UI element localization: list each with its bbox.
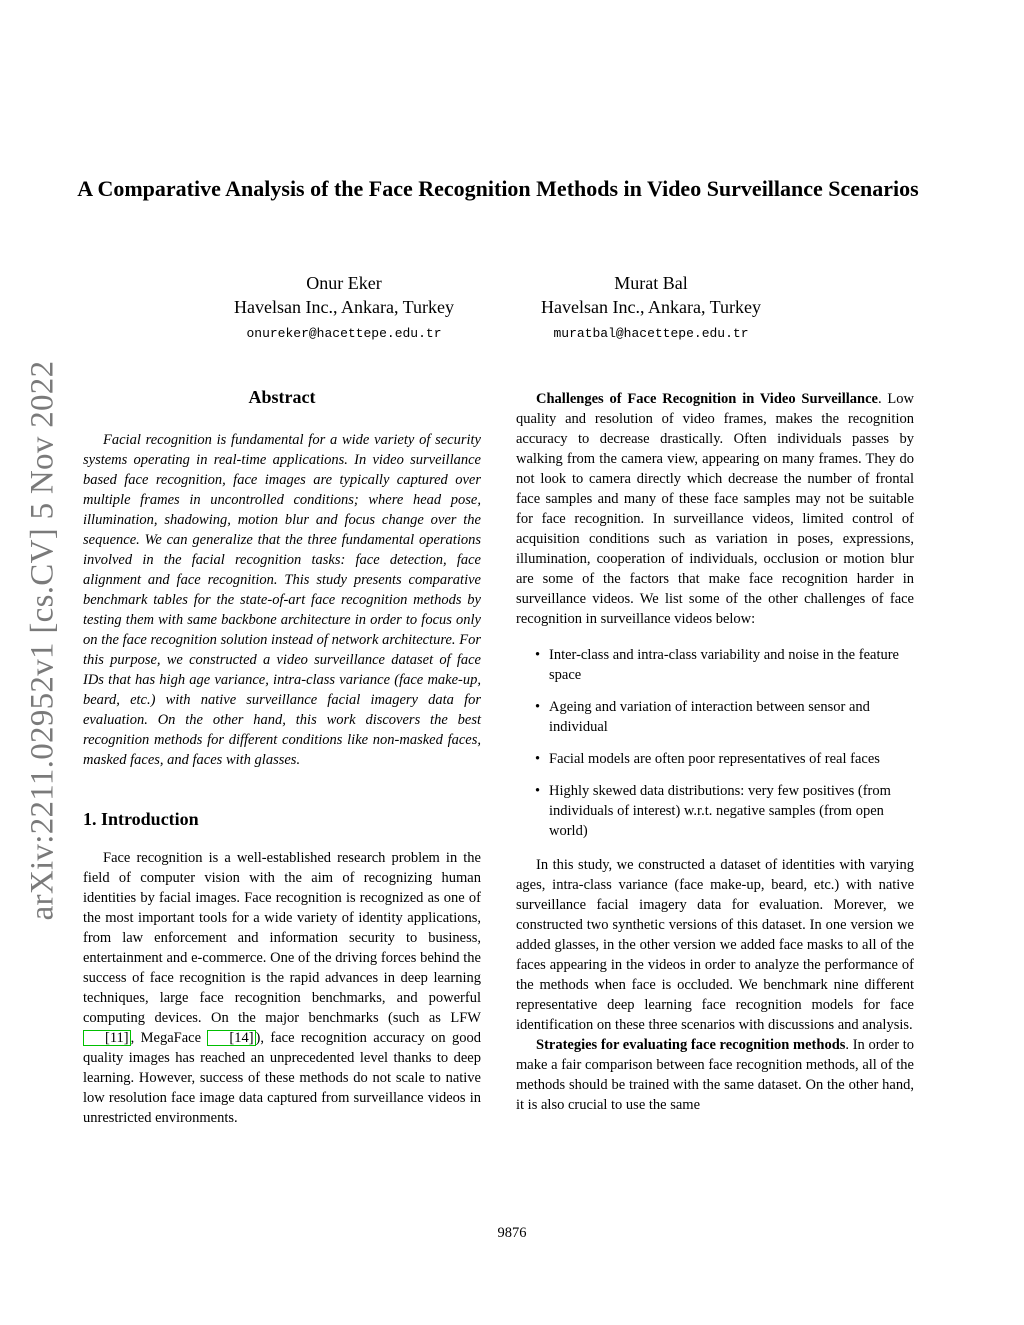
bullet-marker: • xyxy=(535,699,541,715)
challenges-list xyxy=(516,645,914,841)
list-item-text: Highly skewed data distributions: very few positives (from individuals of interest) w.r.t. negative samples (from open world) xyxy=(549,783,891,839)
strategies-paragraph xyxy=(516,1035,914,1115)
challenges-lead: Challenges of Face Recognition in Video Surveillance xyxy=(536,391,878,407)
list-item xyxy=(516,781,914,841)
bullet-marker: • xyxy=(535,647,541,663)
citation-link-14[interactable]: [14] xyxy=(207,1030,255,1046)
introduction-heading: 1. Introduction xyxy=(83,809,199,829)
author-name: Onur Eker xyxy=(306,273,382,293)
intro-text-c: ), face recognition accuracy on good quality images has reached an unprecedented level thanks to deep learning. However, success of these methods do not scale to native low resolution face image data captured from surveillance videos in unrestricted environments. xyxy=(83,1030,481,1126)
study-paragraph: In this study, we constructed a dataset of identities with varying ages, intra-class variance (face make-up, beard, etc.) with native surveillance facial imagery data for evaluation. Morever, we constructed two synthetic versions of this dataset. In one version we added glasses, in the other version we added face masks to all of the faces appearing in the videos in order to analyze the performance of the methods when face is occluded. We benchmark nine different representative deep learning face recognition models for face identification on these three scenarios with discussions and analysis. xyxy=(516,857,914,1033)
strategies-text: . In order to make a fair comparison between face recognition methods, all of the methods should be trained with the same dataset. On the other hand, it is also crucial to use the same xyxy=(516,1037,915,1113)
list-item xyxy=(516,749,914,769)
right-column xyxy=(516,389,914,1115)
paper-title: A Comparative Analysis of the Face Recognition Methods in Video Surveillance Scenarios xyxy=(77,176,919,201)
author-email: muratbal@hacettepe.edu.tr xyxy=(553,326,749,341)
author-block-1 xyxy=(194,271,494,346)
list-item xyxy=(516,645,914,685)
citation-link-11[interactable]: [11] xyxy=(83,1030,131,1046)
page-number: 9876 xyxy=(497,1225,527,1241)
author-email: onureker@hacettepe.edu.tr xyxy=(246,326,442,341)
author-affiliation: Havelsan Inc., Ankara, Turkey xyxy=(541,297,761,317)
abstract-heading: Abstract xyxy=(248,387,316,407)
strategies-lead: Strategies for evaluating face recognition methods xyxy=(536,1037,846,1053)
author-name: Murat Bal xyxy=(614,273,688,293)
bullet-marker: • xyxy=(535,751,541,767)
list-item-text: Inter-class and intra-class variability and noise in the feature space xyxy=(549,647,899,683)
introduction-paragraph xyxy=(83,848,481,1128)
author-affiliation: Havelsan Inc., Ankara, Turkey xyxy=(234,297,454,317)
intro-text-a: Face recognition is a well-established research problem in the field of computer vision with the aim of recognizing human identities by facial images. Face recognition is recognized as one of the most important tools for a wide variety of identity applications, from law enforcement and information security to business, entertainment and e-commerce. One of the driving forces behind the success of face recognition is the rapid advances in deep learning techniques, large face recognition benchmarks, and powerful computing devices. On the major benchmarks (such as LFW xyxy=(83,850,481,1026)
arxiv-identifier-text: arXiv:2211.02952v1 [cs.CV] 5 Nov 2022 xyxy=(24,360,61,921)
intro-text-b: , MegaFace xyxy=(130,1030,208,1046)
arxiv-identifier xyxy=(18,353,68,928)
list-item-text: Facial models are often poor representatives of real faces xyxy=(549,751,880,767)
left-column xyxy=(83,385,481,1128)
author-block-2 xyxy=(501,271,801,346)
list-item xyxy=(516,697,914,737)
list-item-text: Ageing and variation of interaction between sensor and individual xyxy=(549,699,870,735)
bullet-marker: • xyxy=(535,783,541,799)
challenges-paragraph xyxy=(516,389,914,629)
abstract-text: Facial recognition is fundamental for a wide variety of security systems operating in real-time applications. In video surveillance based face recognition, face images are typically captured over multiple frames in uncontrolled conditions; where head pose, illumination, shadowing, motion blur and focus change over the sequence. We can generalize that the three fundamental operations involved in the facial recognition tasks: face detection, face alignment and face recognition. This study presents comparative benchmark tables for the state-of-art face recognition methods by testing them with same backbone architecture in order to focus only on the face recognition solution instead of network architecture. For this purpose, we constructed a video surveillance dataset of face IDs that has high age variance, intra-class variance (face make-up, beard, etc.) with native surveillance facial imagery data for evaluation. On the other hand, this work discovers the best recognition methods for different conditions like non-masked faces, masked faces, and faces with glasses. xyxy=(83,432,481,768)
challenges-text: . Low quality and resolution of video frames, makes the recognition accuracy to decrease drastically. Often individuals passes by walking from the camera view, appearing on many frames. They do not look to camera directly which decrease the number of frontal face samples and many of these face samples may not be suitable for face recognition. In surveillance videos, limited control of acquisition conditions such as variation in poses, expressions, illumination, cooperation of individuals, occlusion or motion blur are some of the factors that make face recognition harder in surveillance videos. We list some of the other challenges of face recognition in surveillance videos below: xyxy=(516,391,914,627)
